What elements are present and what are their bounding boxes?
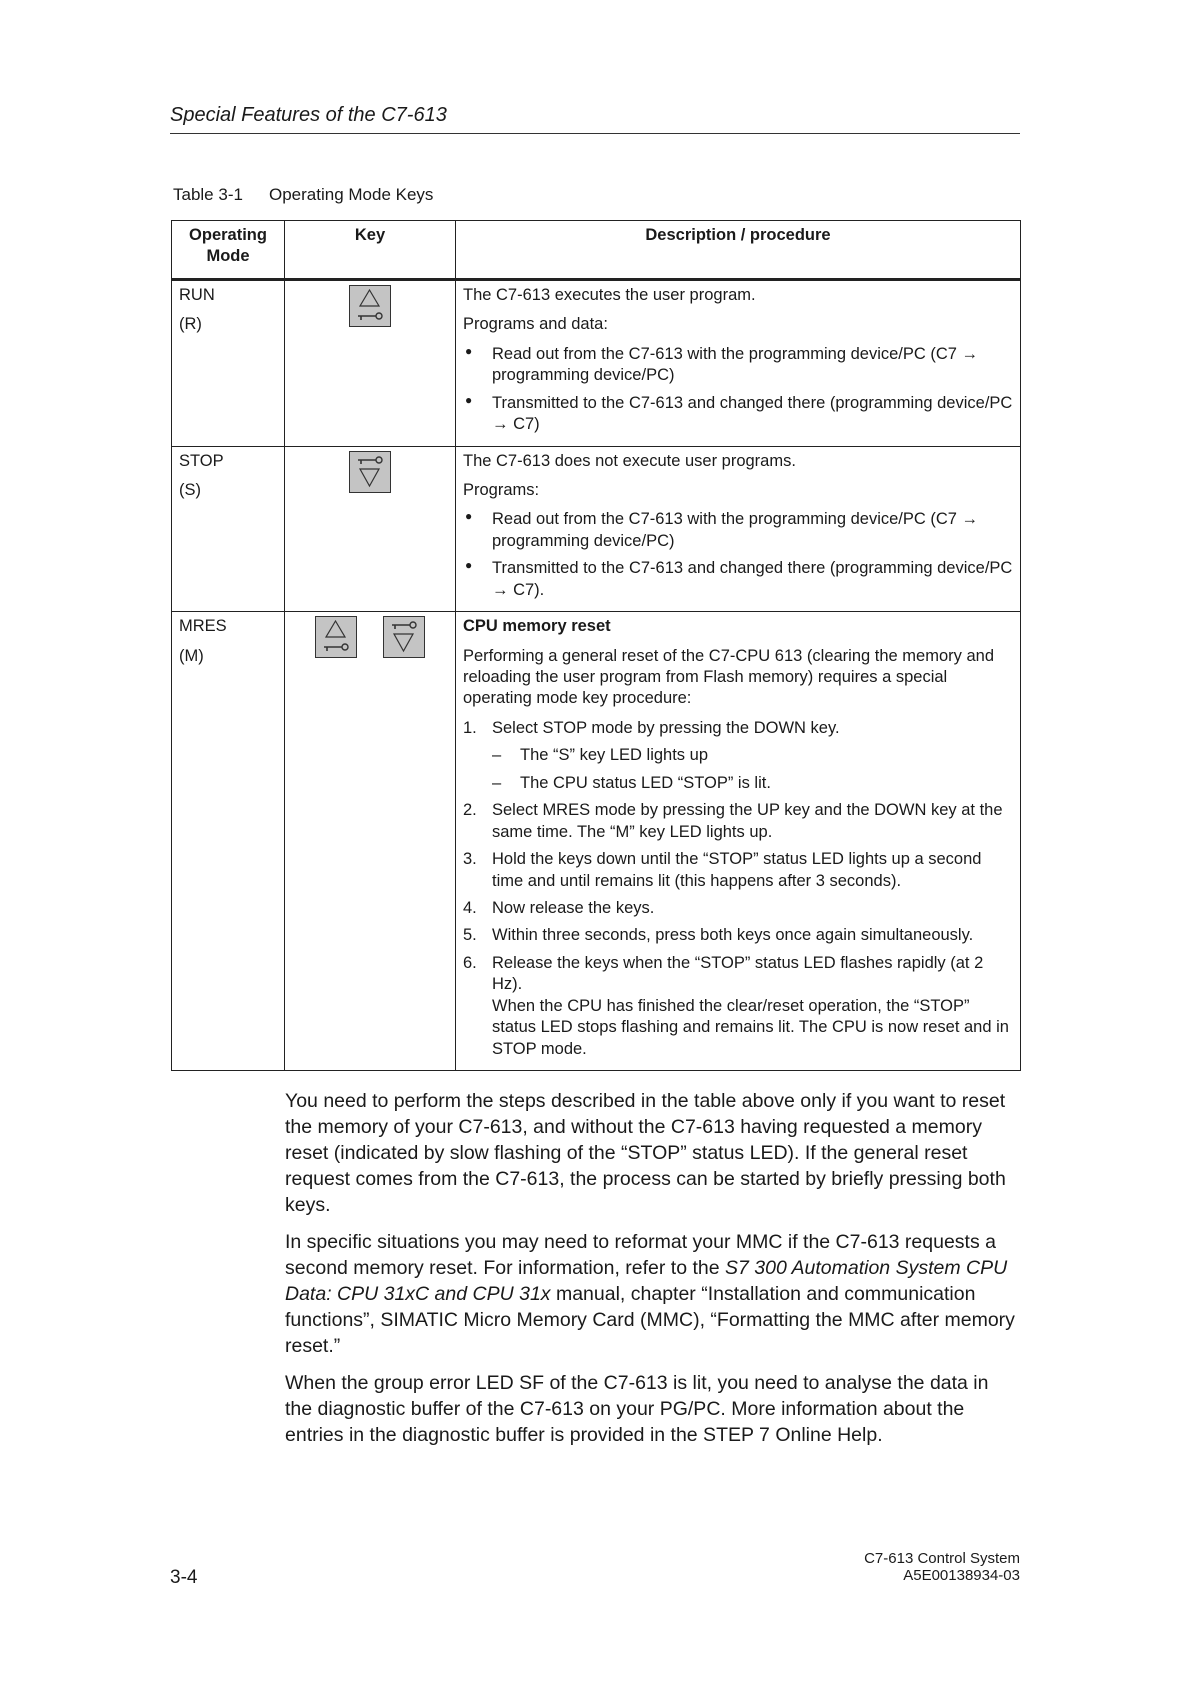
dash-symbol: – <box>492 746 502 765</box>
paragraph-diagnostic-buffer: When the group error LED SF of the C7-613 is lit, you need to analyse the data in the diagnostic buffer of the C7-613 on your PG/PC. More information about the entries in the diagnostic buffer is provided in the STEP 7 Online Help. <box>285 1372 989 1446</box>
procedure-steps <box>463 718 1013 1060</box>
procedure-note: When the CPU has finished the clear/reset operation, the “STOP” status LED stops flashing and remains lit. The CPU is now reset and in STOP mode. <box>492 996 1009 1058</box>
description-subheading: Programs and data: <box>463 315 608 334</box>
mode-abbr: (M) <box>179 646 204 665</box>
footer-doc-number: A5E00138934-03 <box>903 1567 1020 1584</box>
dash-symbol: – <box>492 773 502 792</box>
page-header-title: Special Features of the C7-613 <box>170 104 447 126</box>
mode-cell-mres <box>172 612 285 1071</box>
description-intro: The C7-613 does not execute user programs. <box>463 451 796 470</box>
table-row-stop <box>172 446 1021 612</box>
header-divider <box>170 133 1020 134</box>
list-item: ● Read out from the C7-613 with the programming device/PC (C7 → programming device/PC) <box>463 344 1013 387</box>
description-cell-mres <box>456 612 1021 1071</box>
step-number: 2. <box>463 801 477 820</box>
mode-abbr: (R) <box>179 315 202 334</box>
operating-mode-keys-table <box>171 220 1021 1071</box>
step-text: Select STOP mode by pressing the DOWN key. <box>492 718 840 737</box>
bullet-list <box>463 344 1013 436</box>
up-key-icon <box>315 616 357 658</box>
mode-name: STOP <box>179 451 224 470</box>
procedure-step <box>463 953 1013 1060</box>
procedure-step <box>463 718 1013 794</box>
up-key-icon <box>349 285 391 327</box>
step-text: Select MRES mode by pressing the UP key and the DOWN key at the same time. The “M” key LED lights up. <box>492 801 1003 841</box>
procedure-step <box>463 898 1013 919</box>
header-operating-mode: Operating Mode <box>172 221 285 280</box>
description-subheading: Programs: <box>463 480 540 499</box>
key-cell-stop <box>285 446 456 612</box>
footer-doc-info <box>864 1550 1020 1584</box>
description-cell-stop <box>456 446 1021 612</box>
list-item: – The CPU status LED “STOP” is lit. <box>492 773 1013 794</box>
list-item: ● Transmitted to the C7-613 and changed there (programming device/PC → C7). <box>463 558 1013 601</box>
header-description: Description / procedure <box>456 221 1021 280</box>
body-text <box>285 1088 1020 1459</box>
mode-name: MRES <box>179 617 227 636</box>
mode-cell-stop <box>172 446 285 612</box>
list-item: ● Read out from the C7-613 with the programming device/PC (C7 → programming device/PC) <box>463 509 1013 552</box>
procedure-step <box>463 800 1013 843</box>
list-item: ● Transmitted to the C7-613 and changed there (programming device/PC → C7) <box>463 393 1013 436</box>
table-number: Table 3-1 <box>173 185 243 204</box>
paragraph-mmc-reformat: In specific situations you may need to reformat your MMC if the C7-613 requests a second memory reset. For information, refer to the S7 300 Automation System CPU Data: CPU 31xC and CPU 31x manual, chapter “Installation and communication functions”, SIMATIC Micro Memory Card (MMC), “Formatting the MMC after memory reset.” <box>285 1231 1015 1357</box>
table-caption <box>173 185 433 205</box>
mode-cell-run <box>172 279 285 446</box>
description-title: CPU memory reset <box>463 617 611 636</box>
table-title: Operating Mode Keys <box>269 185 434 204</box>
step-text: Hold the keys down until the “STOP” status LED lights up a second time and until remains lit (this happens after 3 seconds). <box>492 850 982 890</box>
footer-doc-title: C7-613 Control System <box>864 1550 1020 1567</box>
dash-list <box>492 745 1013 794</box>
paragraph-memory-reset: You need to perform the steps described in the table above only if you want to reset the memory of your C7-613, and without the C7-613 having requested a memory reset (indicated by slow flashing of the “STOP” status LED). If the general reset request comes from the C7-613, the process can be started by briefly pressing both keys. <box>285 1090 1006 1216</box>
description-intro: Performing a general reset of the C7-CPU 613 (clearing the memory and reloading the user program from Flash memory) requires a special operating mode key procedure: <box>463 646 995 708</box>
down-key-icon <box>349 451 391 493</box>
table-header-row <box>172 221 1021 280</box>
description-cell-run <box>456 279 1021 446</box>
mode-abbr: (S) <box>179 480 201 499</box>
bullet-list <box>463 509 1013 601</box>
step-number: 5. <box>463 926 477 945</box>
manual-reference: S7 300 Automation System CPU Data: CPU 31xC and CPU 31x <box>285 1257 1008 1305</box>
step-number: 6. <box>463 953 477 972</box>
list-item: – The “S” key LED lights up <box>492 745 1013 766</box>
step-number: 4. <box>463 898 477 917</box>
key-cell-mres <box>285 612 456 1071</box>
description-intro: The C7-613 executes the user program. <box>463 285 756 304</box>
header-key: Key <box>285 221 456 280</box>
step-number: 3. <box>463 850 477 869</box>
table-row-run <box>172 279 1021 446</box>
procedure-step <box>463 849 1013 892</box>
procedure-step <box>463 925 1013 946</box>
step-text: Now release the keys. <box>492 898 655 917</box>
step-number: 1. <box>463 718 477 737</box>
page-number: 3-4 <box>170 1567 198 1588</box>
down-key-icon <box>383 616 425 658</box>
step-text: Release the keys when the “STOP” status LED flashes rapidly (at 2 Hz). <box>492 953 984 994</box>
mode-name: RUN <box>179 285 215 304</box>
step-text: Within three seconds, press both keys once again simultaneously. <box>492 926 974 945</box>
key-cell-run <box>285 279 456 446</box>
table-row-mres <box>172 612 1021 1071</box>
